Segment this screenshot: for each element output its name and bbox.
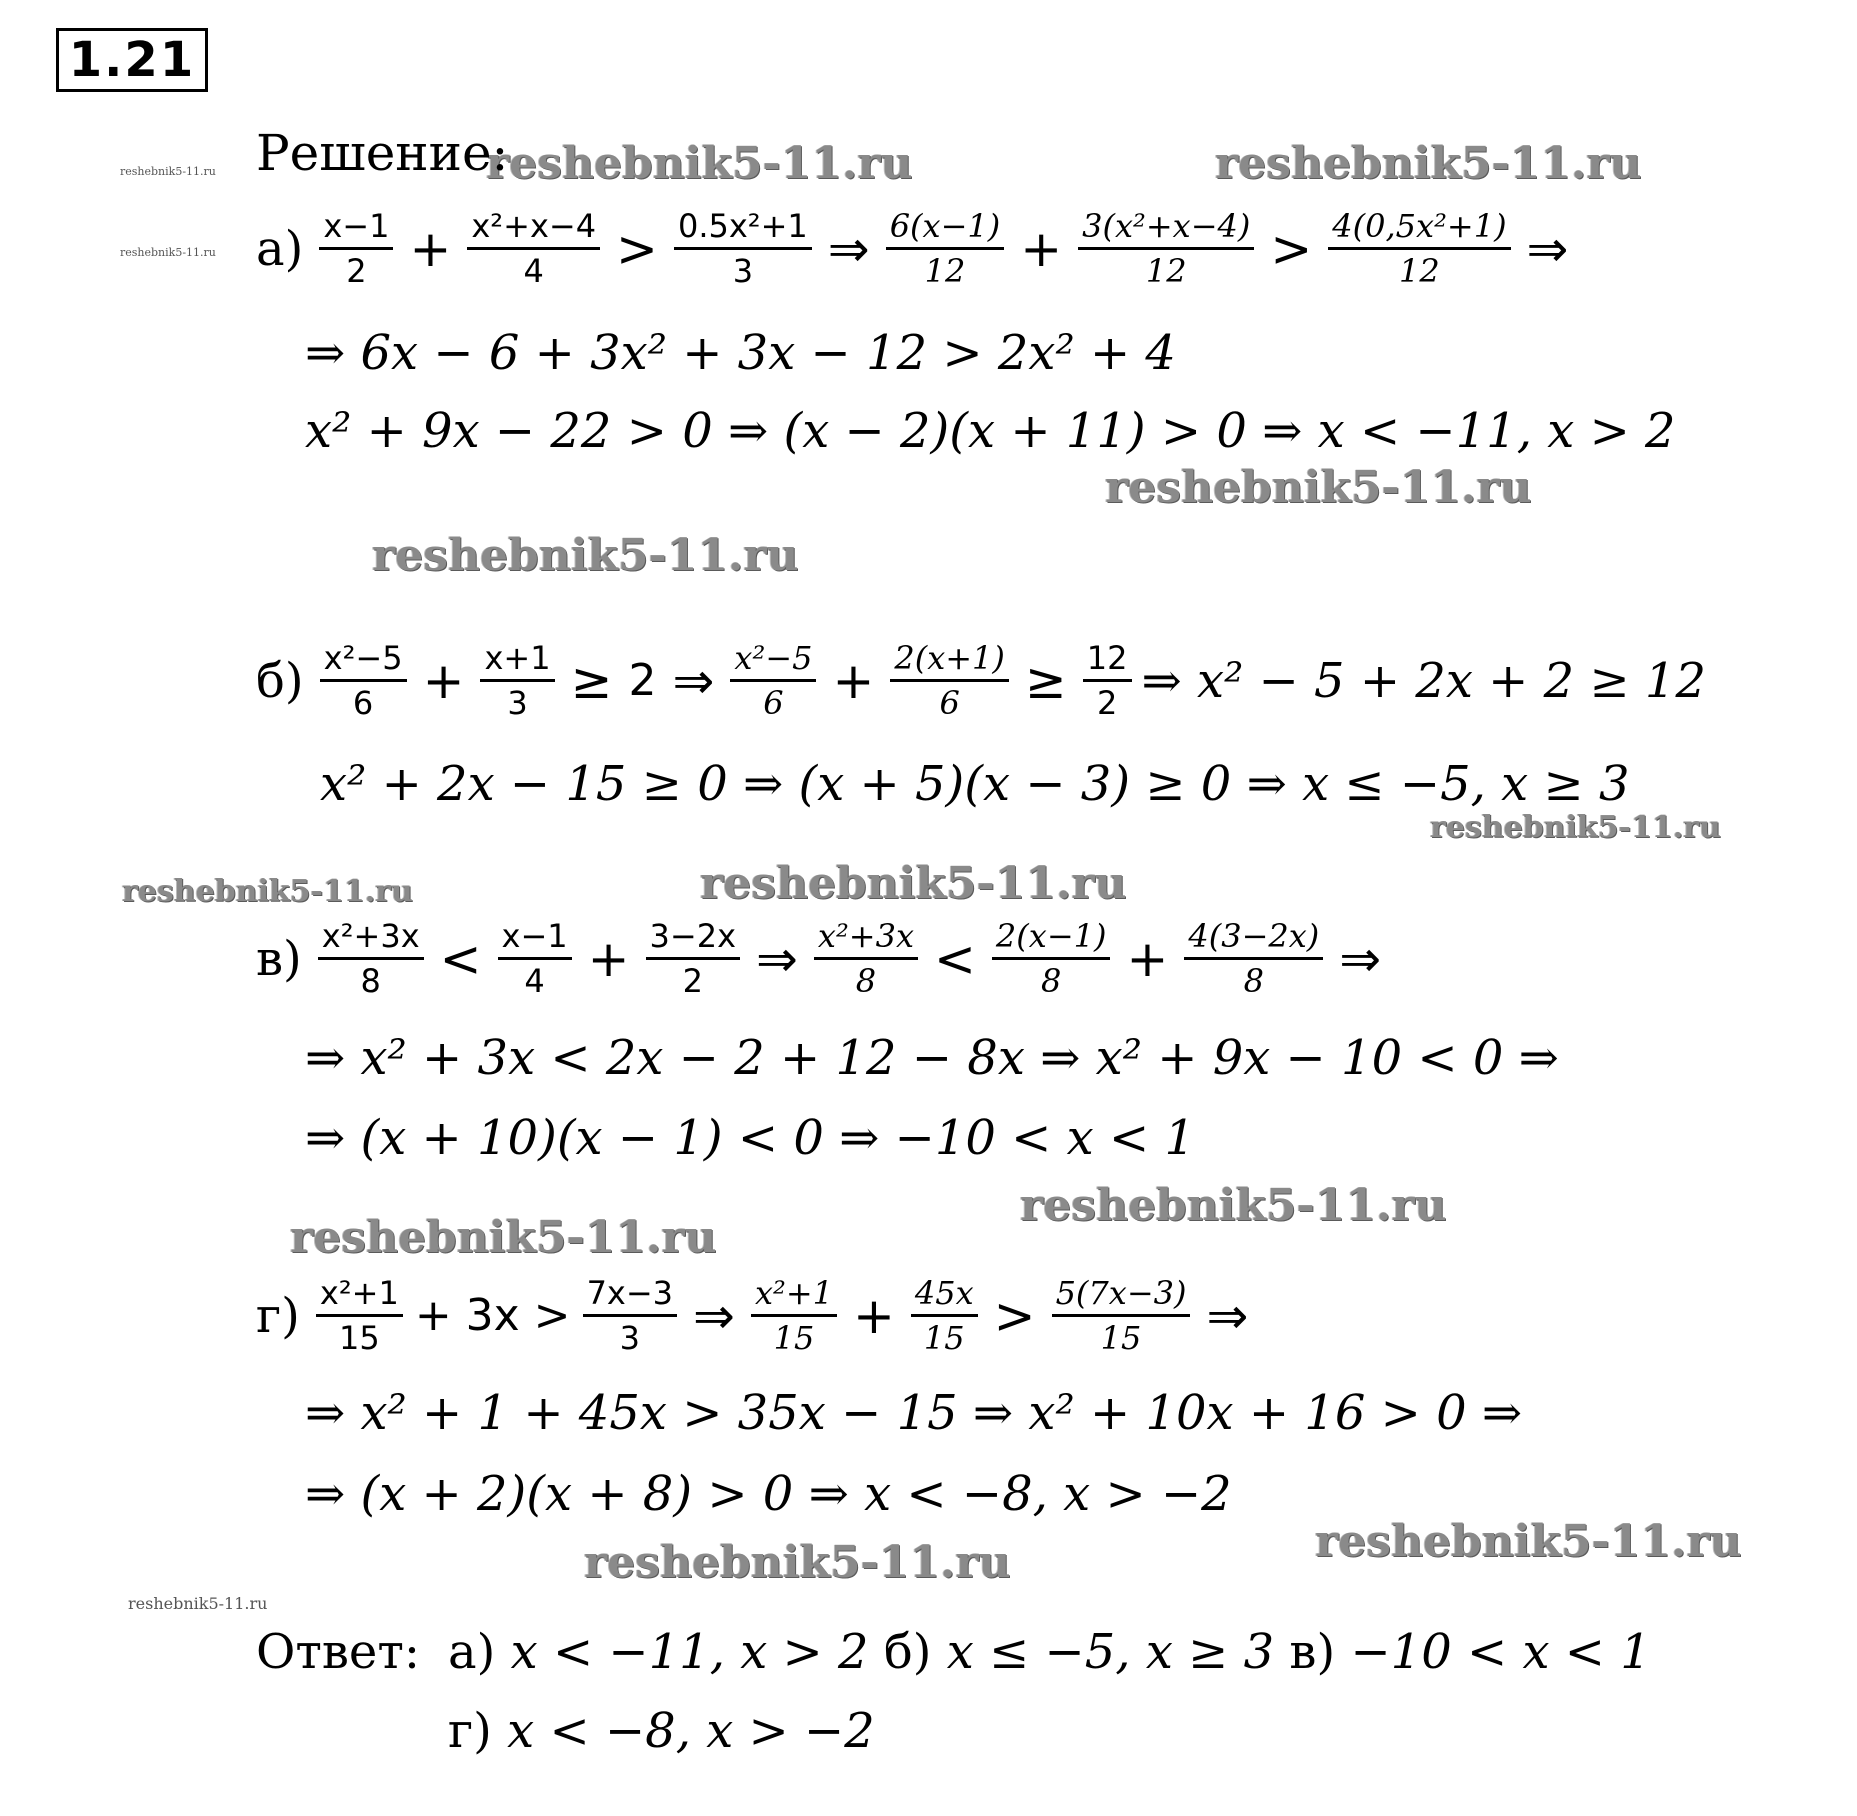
part-a-label: а): [256, 220, 304, 277]
fraction: $\frac{\text{4(0,5x²+1)}}{12}$: [1328, 208, 1510, 289]
part-g-line-1: г) $\frac{\text{x²+1}}{15}$ + 3x > $\frac{7x-3}{3}$ ⇒ $\frac{\text{x²+1}}{15}$ + $\frac{45x}{15}$ > $\frac{5(7x-3)}{15}$ ⇒: [256, 1274, 1249, 1357]
fraction: $\frac{\text{3(x²+x−4)}}{12}$: [1078, 208, 1254, 289]
part-g-line-2: ⇒ x² + 1 + 45x > 35x − 15 ⇒ x² + 10x + 16 > 0 ⇒: [305, 1385, 1523, 1441]
watermark: reshebnik5-11.ru: [1215, 138, 1642, 189]
fraction: $\frac{\text{x²+x−4}}{4}$: [467, 208, 600, 289]
part-g-label: г): [256, 1287, 300, 1344]
fraction: $\frac{4(3-2x)}{8}$: [1184, 918, 1323, 999]
fraction: $\frac{7x-3}{3}$: [583, 1275, 677, 1356]
part-v-label: в): [256, 930, 302, 987]
fraction: $\frac{2(x-1)}{8}$: [992, 918, 1111, 999]
fraction: $\frac{\text{x²+1}}{15}$: [316, 1275, 403, 1356]
fraction: $\frac{\text{0.5x²+1}}{3}$: [674, 208, 812, 289]
part-b-line-1: б) $\frac{\text{x²−5}}{6}$ + $\frac{x+1}{3}$ ≥ 2 ⇒ $\frac{\text{x²−5}}{6}$ + $\frac{2(x+1)}{6}$ ≥ $\frac{12}{2}$ ⇒ x² − 5 + 2x + 2 ≥ 12: [256, 639, 1707, 722]
part-b-line-2: x² + 2x − 15 ≥ 0 ⇒ (x + 5)(x − 3) ≥ 0 ⇒ x ≤ −5, x ≥ 3: [320, 756, 1630, 812]
fraction: $\frac{x-1}{2}$: [319, 208, 393, 289]
answer-label: Ответ:: [256, 1624, 421, 1680]
part-a-line-3: x² + 9x − 22 > 0 ⇒ (x − 2)(x + 11) > 0 ⇒ x < −11, x > 2: [305, 403, 1676, 459]
answer-line-1: а) x < −11, x > 2 б) x ≤ −5, x ≥ 3 в) −10 < x < 1: [448, 1624, 1651, 1680]
watermark: reshebnik5-11.ru: [486, 138, 913, 189]
watermark-small: reshebnik5-11.ru: [120, 246, 216, 259]
watermark: reshebnik5-11.ru: [1315, 1516, 1742, 1567]
part-b-tail: ⇒ x² − 5 + 2x + 2 ≥ 12: [1141, 652, 1707, 709]
watermark: reshebnik5-11.ru: [290, 1212, 717, 1263]
watermark: reshebnik5-11.ru: [1020, 1180, 1447, 1231]
part-g-line-3: ⇒ (x + 2)(x + 8) > 0 ⇒ x < −8, x > −2: [305, 1466, 1232, 1522]
fraction: $\frac{x+1}{3}$: [480, 640, 554, 721]
fraction: $\frac{45x}{15}$: [911, 1275, 978, 1356]
watermark: reshebnik5-11.ru: [372, 530, 799, 581]
fraction: $\frac{5(7x-3)}{15}$: [1052, 1275, 1191, 1356]
fraction: $\frac{2(x+1)}{6}$: [890, 640, 1009, 721]
fraction: $\frac{x-1}{4}$: [498, 918, 572, 999]
watermark: reshebnik5-11.ru: [700, 858, 1127, 909]
fraction: $\frac{3-2x}{2}$: [646, 918, 740, 999]
solution-heading: Решение:: [256, 124, 509, 182]
watermark: reshebnik5-11.ru: [1430, 810, 1721, 845]
part-a-line-2: ⇒ 6x − 6 + 3x² + 3x − 12 > 2x² + 4: [305, 325, 1176, 381]
fraction: $\frac{\text{x²−5}}{6}$: [730, 640, 816, 721]
watermark-small: reshebnik5-11.ru: [128, 1594, 268, 1613]
watermark: reshebnik5-11.ru: [122, 874, 413, 909]
watermark: reshebnik5-11.ru: [584, 1537, 1011, 1588]
part-v-line-2: ⇒ x² + 3x < 2x − 2 + 12 − 8x ⇒ x² + 9x − 10 < 0 ⇒: [305, 1030, 1559, 1086]
fraction: $\frac{\text{x²+3x}}{8}$: [814, 918, 918, 999]
answer-line-2: г) x < −8, x > −2: [448, 1703, 875, 1759]
watermark: reshebnik5-11.ru: [1105, 462, 1532, 513]
fraction: $\frac{6(x-1)}{12}$: [886, 208, 1005, 289]
part-a-line-1: а) $\frac{x-1}{2}$ + $\frac{\text{x²+x−4}}{4}$ > $\frac{\text{0.5x²+1}}{3}$ ⇒ $\frac{6(x-1)}{12}$ + $\frac{\text{3(x²+x−4)}}{12}$ > $\frac{\text{4(0,5x²+1)}}{12}$ ⇒: [256, 207, 1569, 290]
part-v-line-1: в) $\frac{\text{x²+3x}}{8}$ < $\frac{x-1}{4}$ + $\frac{3-2x}{2}$ ⇒ $\frac{\text{x²+3x}}{8}$ < $\frac{2(x-1)}{8}$ + $\frac{4(3-2x)}{8}$ ⇒: [256, 917, 1382, 1000]
fraction: $\frac{\text{x²−5}}{6}$: [320, 640, 407, 721]
fraction: $\frac{\text{x²+3x}}{8}$: [318, 918, 424, 999]
problem-number: 1.21: [56, 28, 208, 92]
part-v-line-3: ⇒ (x + 10)(x − 1) < 0 ⇒ −10 < x < 1: [305, 1110, 1195, 1166]
fraction: $\frac{12}{2}$: [1083, 640, 1132, 721]
part-b-label: б): [256, 652, 304, 709]
watermark-small: reshebnik5-11.ru: [120, 165, 216, 178]
fraction: $\frac{\text{x²+1}}{15}$: [751, 1275, 837, 1356]
